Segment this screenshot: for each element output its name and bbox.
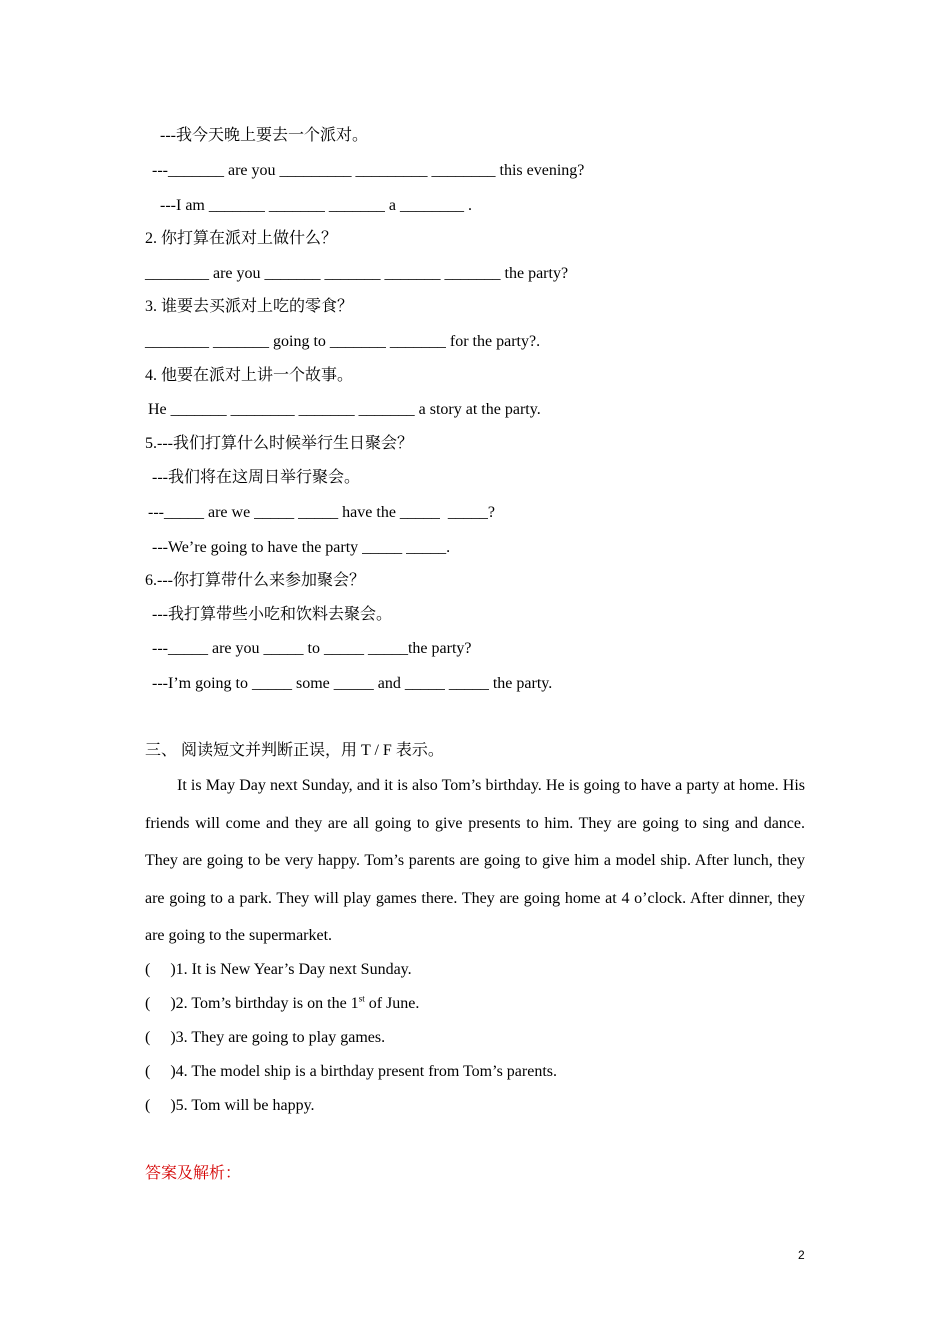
q1-en-question: ---_______ are you _________ _________ ________ this evening?	[152, 162, 585, 179]
answers-heading: 答案及解析：	[145, 1165, 242, 1182]
q4-en: He _______ ________ _______ _______ a story at the party.	[148, 401, 541, 418]
tf-item-2-sup: st	[358, 993, 365, 1004]
q1-en-answer: ---I am _______ _______ _______ a ________ .	[160, 197, 472, 214]
reading-passage: It is May Day next Sunday, and it is also Tom’s birthday. He is going to have a party at home. His friends will come and they are all going to give presents to him. They are going to sing and dance. They are going to be very happy. Tom’s parents are going to give him a model ship. After lunch, they are going to a park. They will play games there. They are going home at 4 o’clock. After dinner, they are going to the supermarket.	[145, 777, 805, 944]
section3-heading: 三、 阅读短文并判断正误，用 T / F 表示。	[145, 742, 444, 759]
q6-cn-question: 6.---你打算带什么来参加聚会？	[145, 572, 365, 589]
q2-cn: 2. 你打算在派对上做什么？	[145, 230, 338, 247]
q3-en: ________ _______ going to _______ _______ for the party?.	[145, 333, 541, 350]
q6-en-answer: ---I’m going to _____ some _____ and _____ _____ the party.	[152, 675, 553, 692]
q5-en-answer: ---We’re going to have the party _____ _____.	[152, 539, 451, 556]
tf-item-2	[145, 994, 419, 1014]
tf-item-3: ( )3. They are going to play games.	[145, 1029, 386, 1046]
tf-item-1: ( )1. It is New Year’s Day next Sunday.	[145, 961, 412, 978]
q5-en-question: ---_____ are we _____ _____ have the _____ _____?	[148, 504, 496, 521]
tf-item-2-text: ( )2. Tom’s birthday is on the 1	[145, 995, 359, 1012]
tf-item-4: ( )4. The model ship is a birthday present from Tom’s parents.	[145, 1063, 557, 1080]
q4-cn: 4. 他要在派对上讲一个故事。	[145, 367, 354, 384]
page-number: 2	[798, 1248, 805, 1262]
q5-cn-answer: ---我们将在这周日举行聚会。	[152, 469, 360, 486]
tf-item-2-tail: of June.	[364, 995, 420, 1012]
q5-cn-question: 5.---我们打算什么时候举行生日聚会？	[145, 435, 413, 452]
q1-cn-answer: ---我今天晚上要去一个派对。	[160, 127, 368, 144]
q2-en: ________ are you _______ _______ _______ _______ the party?	[145, 265, 569, 282]
q6-en-question: ---_____ are you _____ to _____ _____the party?	[152, 640, 472, 657]
q3-cn: 3. 谁要去买派对上吃的零食？	[145, 298, 354, 315]
tf-item-5: ( )5. Tom will be happy.	[145, 1097, 315, 1114]
q6-cn-answer: ---我打算带些小吃和饮料去聚会。	[152, 606, 392, 623]
